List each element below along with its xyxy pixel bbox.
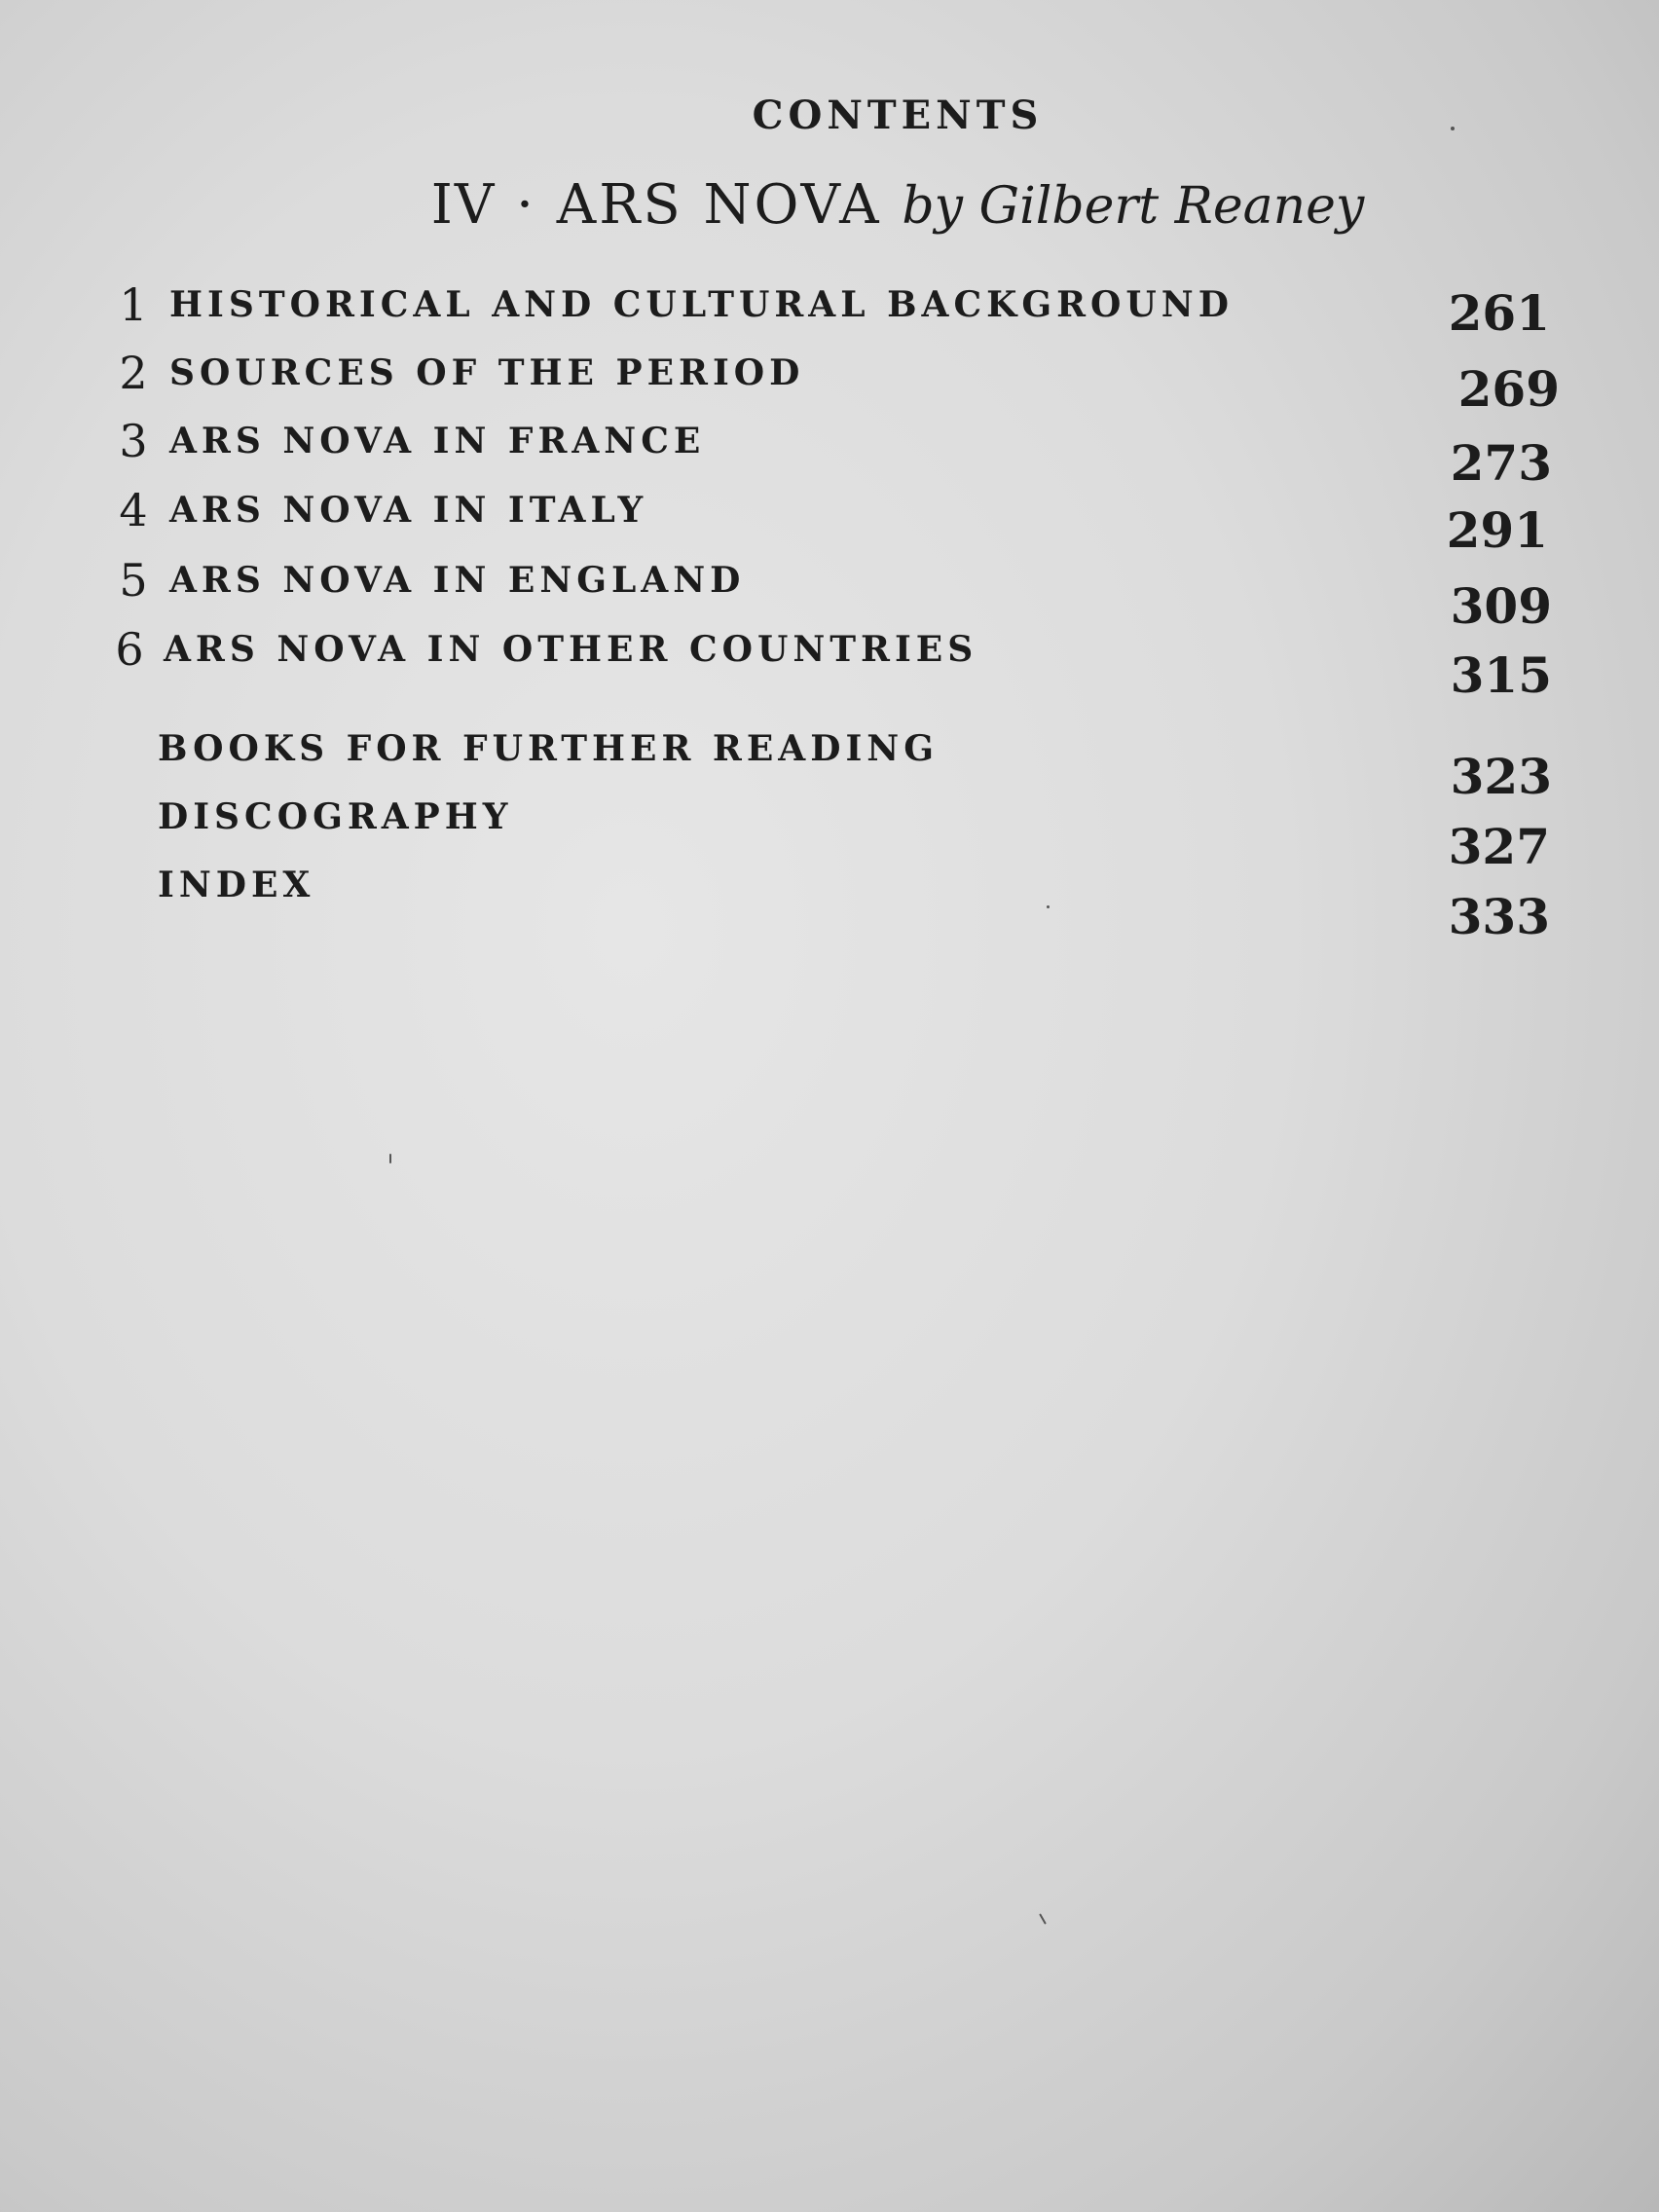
chapter-title: SOURCES OF THE PERIOD xyxy=(169,352,805,393)
paper-speck xyxy=(389,1154,391,1163)
chapter-number: 4 xyxy=(119,484,148,536)
chapter-page: 315 xyxy=(1450,646,1552,704)
chapter-number: 5 xyxy=(119,554,148,607)
chapter-page: 261 xyxy=(1448,284,1550,342)
chapter-title: ARS NOVA IN ENGLAND xyxy=(169,560,746,601)
chapter-title: ARS NOVA IN OTHER COUNTRIES xyxy=(164,629,978,670)
back-matter-page: 327 xyxy=(1448,818,1550,875)
back-matter-entry xyxy=(158,796,1560,875)
section-byline: by Gilbert Reaney xyxy=(902,177,1365,236)
back-matter-entry xyxy=(158,865,1560,945)
toc-entry xyxy=(109,415,1560,492)
chapter-page: 269 xyxy=(1457,360,1560,418)
paper-speck xyxy=(1039,1913,1047,1924)
chapter-page: 309 xyxy=(1450,577,1552,635)
back-matter-page: 333 xyxy=(1448,888,1550,945)
chapter-page: 291 xyxy=(1446,501,1548,559)
toc-entry xyxy=(109,347,1560,418)
toc-entry xyxy=(109,554,1560,635)
chapter-number: 1 xyxy=(119,278,148,331)
back-matter-title: BOOKS FOR FURTHER READING xyxy=(158,728,939,769)
paper-speck xyxy=(1047,905,1050,908)
section-title xyxy=(0,173,1659,237)
chapter-title: ARS NOVA IN ITALY xyxy=(169,490,648,531)
chapter-number: 2 xyxy=(119,347,148,399)
section-number: IV xyxy=(430,173,497,237)
back-matter-page: 323 xyxy=(1450,748,1552,805)
chapter-title: ARS NOVA IN FRANCE xyxy=(169,421,706,461)
back-matter-title: INDEX xyxy=(158,865,315,905)
toc-entry xyxy=(109,278,1560,343)
chapter-title: HISTORICAL AND CULTURAL BACKGROUND xyxy=(169,284,1234,325)
toc-entry xyxy=(109,623,1560,704)
back-matter-title: DISCOGRAPHY xyxy=(158,796,513,837)
section-separator: · xyxy=(516,173,536,237)
toc-entry xyxy=(109,484,1560,559)
back-matter-entry xyxy=(158,728,1560,805)
chapter-page: 273 xyxy=(1450,434,1552,492)
chapter-number: 6 xyxy=(115,623,144,676)
section-name: ARS NOVA xyxy=(556,173,882,237)
chapter-number: 3 xyxy=(119,415,148,467)
contents-heading: CONTENTS xyxy=(752,92,1044,138)
paper-speck xyxy=(1451,127,1455,130)
